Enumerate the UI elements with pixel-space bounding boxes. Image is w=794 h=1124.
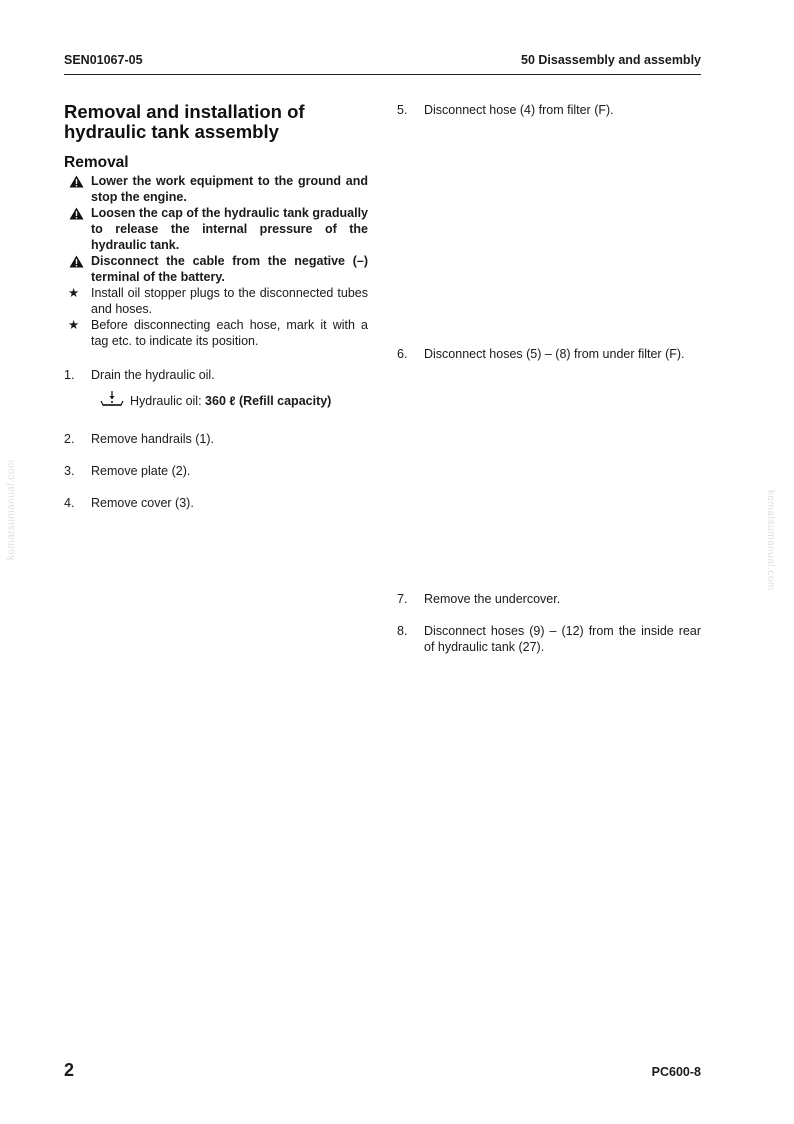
step-number: 6.	[397, 347, 408, 361]
model-number: PC600-8	[651, 1065, 701, 1079]
watermark-right: komatsumanual.com	[765, 490, 776, 591]
warning-icon	[69, 255, 84, 268]
step-number: 4.	[64, 496, 75, 510]
page-header	[64, 53, 701, 73]
step-text: Remove cover (3).	[91, 496, 194, 510]
step-5	[397, 102, 701, 118]
step-number: 1.	[64, 368, 75, 382]
step-1	[64, 367, 368, 383]
warning-icon	[69, 175, 84, 188]
step-text: Remove plate (2).	[91, 464, 191, 478]
spec-label: Hydraulic oil:	[130, 394, 202, 408]
header-divider	[64, 74, 701, 75]
step-6	[397, 346, 701, 362]
note-text: Before disconnecting each hose, mark it with a tag etc. to indicate its position.	[91, 318, 368, 348]
oil-capacity-spec	[100, 391, 368, 411]
step-text: Disconnect hoses (5) – (8) from under filter (F).	[424, 347, 685, 361]
note-item	[64, 317, 368, 349]
warning-text: Disconnect the cable from the negative (–) terminal of the battery.	[91, 254, 368, 284]
left-column	[64, 102, 368, 511]
step-number: 5.	[397, 103, 408, 117]
step-number: 3.	[64, 464, 75, 478]
spec-value: 360 ℓ (Refill capacity)	[205, 394, 332, 408]
step-text: Disconnect hose (4) from filter (F).	[424, 103, 614, 117]
step-text: Remove handrails (1).	[91, 432, 214, 446]
step-8	[397, 623, 701, 655]
step-3	[64, 463, 368, 479]
warning-item	[64, 173, 368, 205]
step-text: Drain the hydraulic oil.	[91, 368, 215, 382]
step-text: Remove the undercover.	[424, 592, 561, 606]
warning-text: Lower the work equipment to the ground and stop the engine.	[91, 174, 368, 204]
section-title: 50 Disassembly and assembly	[521, 53, 701, 67]
step-2	[64, 431, 368, 447]
page-title: Removal and installation of hydraulic tank assembly	[64, 101, 305, 142]
warning-icon	[69, 207, 84, 220]
step-7	[397, 591, 701, 607]
warning-item	[64, 253, 368, 285]
step-number: 8.	[397, 624, 408, 638]
document-id: SEN01067-05	[64, 53, 143, 67]
warning-item	[64, 205, 368, 253]
step-4	[64, 495, 368, 511]
note-item	[64, 285, 368, 317]
watermark-left: komatsumanual.com	[6, 459, 17, 560]
removal-heading: Removal	[64, 154, 129, 171]
star-icon: ★	[68, 318, 80, 332]
page-number: 2	[64, 1060, 75, 1080]
right-column	[397, 102, 701, 655]
step-text: Disconnect hoses (9) – (12) from the inside rear of hydraulic tank (27).	[424, 624, 701, 654]
warning-text: Loosen the cap of the hydraulic tank gradually to release the internal pressure of the hydraulic tank.	[91, 206, 368, 252]
oil-drain-icon	[100, 391, 124, 407]
step-number: 2.	[64, 432, 75, 446]
star-icon: ★	[68, 286, 80, 300]
step-number: 7.	[397, 592, 408, 606]
spec-text	[130, 393, 331, 409]
note-text: Install oil stopper plugs to the disconnected tubes and hoses.	[91, 286, 368, 316]
